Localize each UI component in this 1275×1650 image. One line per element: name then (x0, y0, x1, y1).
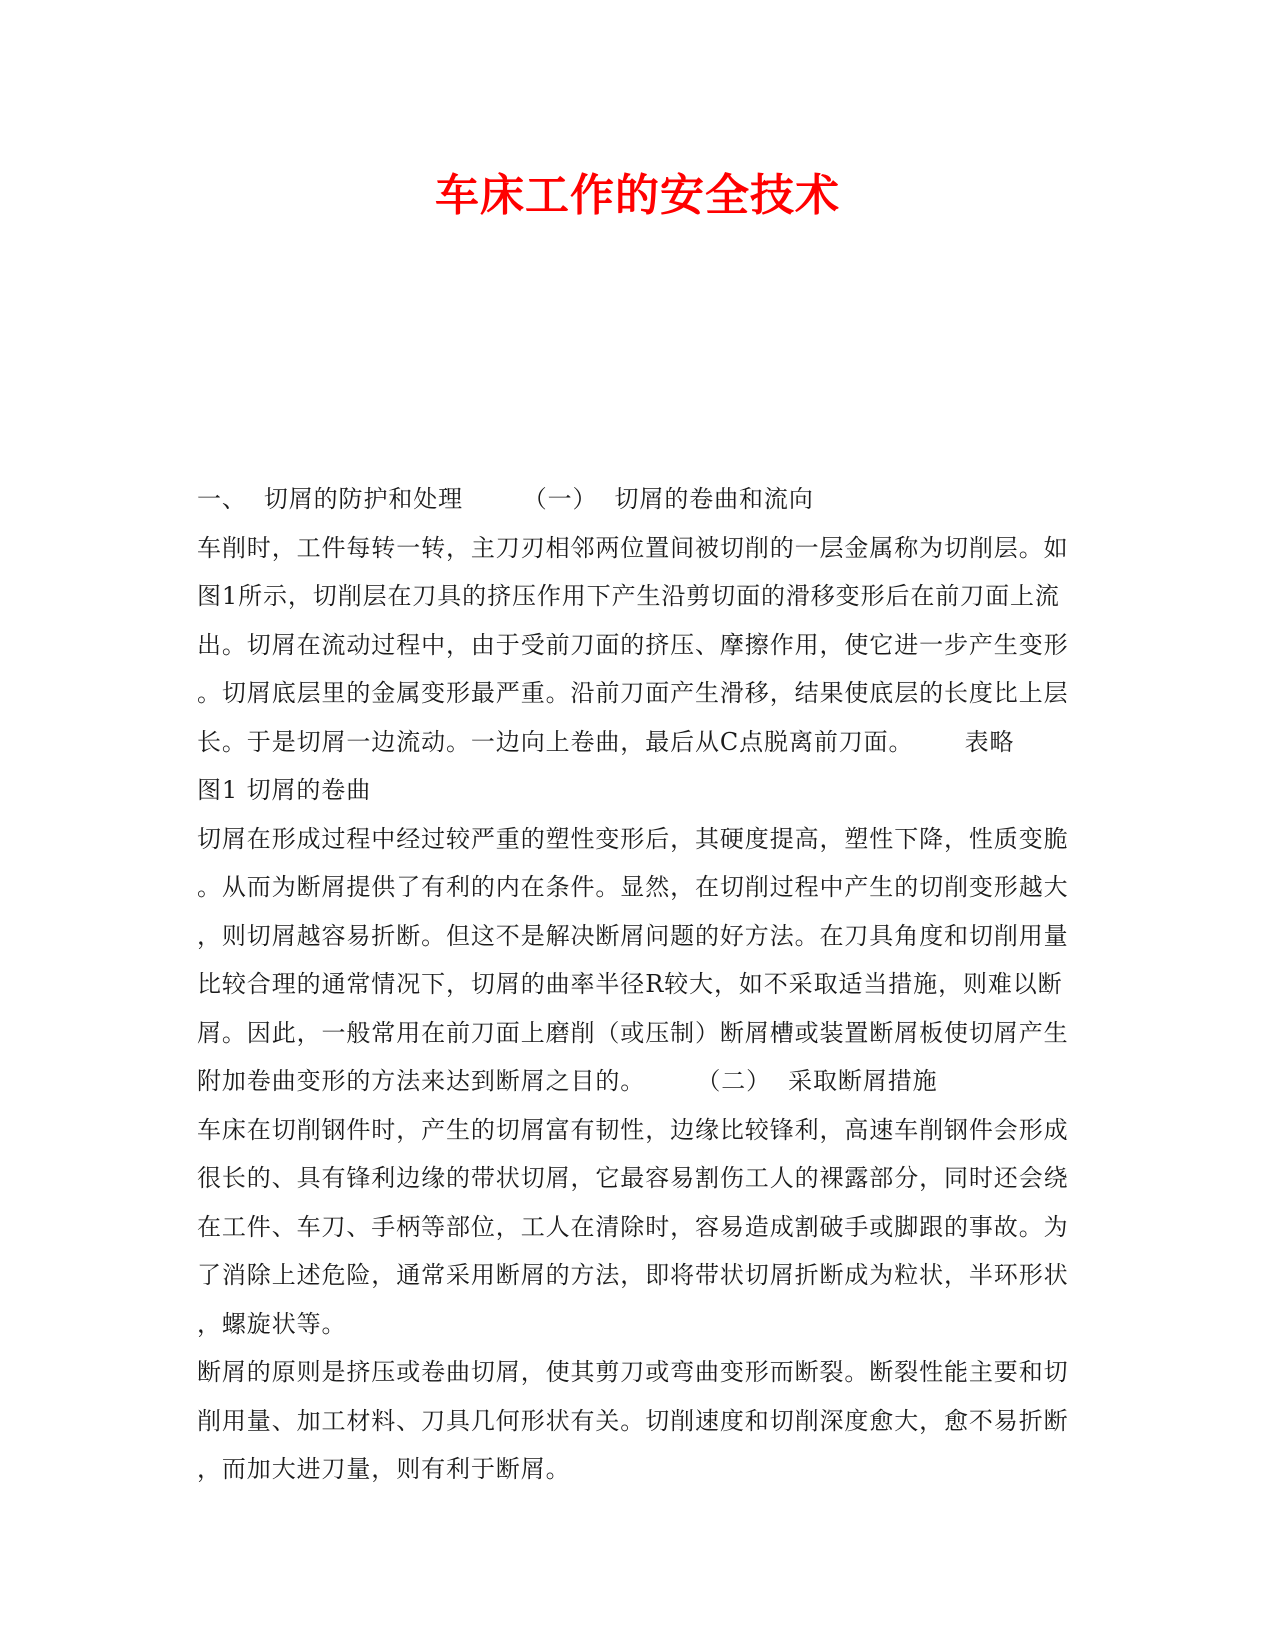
text-line: 附加卷曲变形的方法来达到断屑之目的。 （二） 采取断屑措施 (197, 1067, 938, 1095)
text-line: ，则切屑越容易折断。但这不是解决断屑问题的好方法。在刀具角度和切削用量 (197, 921, 1069, 950)
text-line: ，而加大进刀量，则有利于断屑。 (197, 1455, 571, 1483)
document-title: 车床工作的安全技术 (435, 170, 840, 221)
text-line: 一、 切屑的防护和处理 （一） 切屑的卷曲和流向 (197, 485, 814, 513)
text-line: 了消除上述危险，通常采用断屑的方法，即将带状切屑折断成为粒状，半环形状 (197, 1261, 1069, 1289)
text-line: 比较合理的通常情况下，切屑的曲率半径R较大，如不采取适当措施，则难以断 (197, 970, 1063, 998)
text-line: 断屑的原则是挤压或卷曲切屑，使其剪刀或弯曲变形而断裂。断裂性能主要和切 (197, 1358, 1069, 1386)
text-line: 。从而为断屑提供了有利的内在条件。显然，在切削过程中产生的切削变形越大 (197, 873, 1069, 901)
text-line: 屑。因此，一般常用在前刀面上磨削（或压制）断屑槽或装置断屑板使切屑产生 (197, 1018, 1069, 1047)
text-line: 出。切屑在流动过程中，由于受前刀面的挤压、摩擦作用，使它进一步产生变形 (197, 630, 1069, 659)
document-body (197, 475, 1077, 1494)
text-line: 长。于是切屑一边流动。一边向上卷曲，最后从C点脱离前刀面。 表略 (197, 727, 1015, 756)
figure-caption: 图1 切屑的卷曲 (197, 776, 372, 804)
text-line: 在工件、车刀、手柄等部位，工人在清除时，容易造成割破手或脚跟的事故。为 (197, 1212, 1069, 1241)
text-line: ，螺旋状等。 (197, 1309, 347, 1338)
text-line: 切屑在形成过程中经过较严重的塑性变形后，其硬度提高，塑性下降，性质变脆 (197, 824, 1069, 853)
text-line: 车削时，工件每转一转，主刀刃相邻两位置间被切削的一层金属称为切削层。如 (197, 533, 1069, 562)
text-line: 削用量、加工材料、刀具几何形状有关。切削速度和切削深度愈大，愈不易折断 (197, 1406, 1069, 1435)
text-line: 车床在切削钢件时，产生的切屑富有韧性，边缘比较锋利，高速车削钢件会形成 (197, 1115, 1069, 1144)
text-line: 。切屑底层里的金属变形最严重。沿前刀面产生滑移，结果使底层的长度比上层 (197, 679, 1069, 707)
text-line: 很长的、具有锋利边缘的带状切屑，它最容易割伤工人的裸露部分，同时还会绕 (197, 1164, 1069, 1192)
text-line: 图1所示，切削层在刀具的挤压作用下产生沿剪切面的滑移变形后在前刀面上流 (197, 582, 1060, 610)
